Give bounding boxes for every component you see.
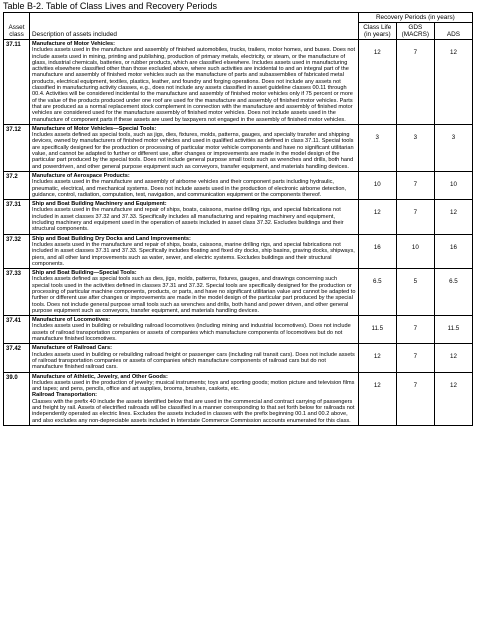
description-body: Includes assets used in the manufacture and repair of ships, boats, caissons, marine drilling rigs, and special fabrications not included in asset classes 37.32 and 37.33. Specifically includes all manufacturing and repairing machinery and equipment, including machinery and equipment used in the operation of assets included in asset class 37.32. Excludes buildings and their structural components. — [32, 207, 344, 233]
description-title: Manufacture of Motor Vehicles—Special Tools: — [32, 125, 157, 132]
class-lives-table — [3, 12, 473, 426]
description-body: Includes assets used in building or rebuilding railroad locomotives (including mining and industrial locomotives). Does not include assets of railroad transportation companies or assets of companies which manufacture components of locomotives but do not manufacture finished locomotives. — [32, 323, 351, 343]
asset-class-cell: 37.41 — [4, 316, 30, 344]
asset-class-cell: 37.32 — [4, 234, 30, 268]
description-body: Includes assets used in the manufacture and assembly of airborne vehicles and their component parts including hydraulic, pneumatic, electrical, and mechanical systems. Does not include assets used in the production of electronic airborne detection, guidance, control, radiation, computation, test, navigation, and communication equipment or the components thereof. — [32, 179, 347, 198]
description-title: Ship and Boat Building—Special Tools: — [32, 270, 137, 277]
ads-cell: 3 — [434, 124, 472, 171]
table-row — [4, 124, 473, 171]
class-life-cell: 12 — [358, 372, 396, 425]
class-life-cell: 11.5 — [358, 316, 396, 344]
asset-class-cell: 37.2 — [4, 171, 30, 199]
class-life-cell: 10 — [358, 171, 396, 199]
ads-cell: 12 — [434, 372, 472, 425]
class-life-cell: 12 — [358, 40, 396, 125]
gds-cell: 7 — [396, 316, 434, 344]
asset-class-cell: 37.11 — [4, 40, 30, 125]
description-title: Manufacture of Locomotives: — [32, 317, 111, 324]
ads-cell: 10 — [434, 171, 472, 199]
description-body: Includes assets defined as special tools, such as jigs, dies, fixtures, molds, patterns, gauges, and specialty transfer and shipping devices, owned by manufacturers of finished motor vehicles and used in qualified activities as defined in class 37.11. Special tools are specifically designed for the production or processing of particular motor vehicle components and have no significant utilitarian value, and cannot be adapted to further or different use, after changes or improvements are made in the model design of the particular part produced by the special tools. Does not include general purpose small tools such as wrenches and drills, both hand and powerdriven, and other general purpose equipment such as conveyors, transfer equipment, and materials handling devices. — [32, 132, 354, 170]
table-row — [4, 234, 473, 268]
description-title: Manufacture of Aerospace Products: — [32, 172, 130, 179]
table-title: Table B-2. Table of Class Lives and Recovery Periods — [3, 1, 217, 11]
description-cell — [30, 40, 359, 125]
description-cell — [30, 171, 359, 199]
description-cell — [30, 124, 359, 171]
table-row — [4, 269, 473, 316]
class-life-cell: 12 — [358, 200, 396, 234]
class-life-cell: 6.5 — [358, 269, 396, 316]
description-title: Ship and Boat Building Machinery and Equipment: — [32, 201, 167, 208]
description-title: Ship and Boat Building Dry Docks and Land Improvements: — [32, 235, 191, 242]
description-cell — [30, 200, 359, 234]
gds-cell: 7 — [396, 171, 434, 199]
table-row — [4, 40, 473, 125]
asset-class-cell: 37.31 — [4, 200, 30, 234]
description-cell — [30, 372, 359, 425]
gds-cell: 10 — [396, 234, 434, 268]
gds-cell: 7 — [396, 200, 434, 234]
description-body: Includes assets used in building or rebuilding railroad freight or passenger cars (including rail transit cars). Does not include assets of railroad transportation companies or assets of companies which manufacture components of railroad cars but do not manufacture finished railroad cars. — [32, 351, 355, 371]
description-cell — [30, 344, 359, 372]
gds-cell: 7 — [396, 372, 434, 425]
asset-class-cell: 37.33 — [4, 269, 30, 316]
header-ads: ADS — [434, 23, 472, 40]
class-life-cell: 3 — [358, 124, 396, 171]
asset-class-cell: 37.42 — [4, 344, 30, 372]
table-row — [4, 344, 473, 372]
asset-class-cell: 37.12 — [4, 124, 30, 171]
class-life-cell: 12 — [358, 344, 396, 372]
table-body — [4, 40, 473, 426]
ads-cell: 12 — [434, 344, 472, 372]
class-life-cell: 16 — [358, 234, 396, 268]
gds-cell: 3 — [396, 124, 434, 171]
gds-cell: 5 — [396, 269, 434, 316]
description-cell — [30, 269, 359, 316]
ads-cell: 6.5 — [434, 269, 472, 316]
description-cell — [30, 316, 359, 344]
asset-class-cell: 39.0 — [4, 372, 30, 425]
ads-cell: 16 — [434, 234, 472, 268]
description-subtitle: Railroad Transportation: — [32, 392, 98, 399]
table-row — [4, 171, 473, 199]
description-body: Includes assets used in the manufacture and assembly of finished automobiles, trucks, trailers, motor homes, and buses. Does not include assets used in mining, printing and publishing, production of primary metals, electricity, or steam, or the manufacture of glass, industrial chemicals, batteries, or rubber products, which are classified elsewhere. Includes assets used in manufacturing activities elsewhere classified other than those excluded above, where such activities are incidental to and an integral part of the manufacture and assembly of finished motor vehicles such as the manufacture of parts and subassemblies of fabricated metal products, electrical equipment, textiles, plastics, leather, and foundry and forging operations. Does not include any assets not classified in manufacturing activity classes, e.g., does not include any assets classified in asset guideline classes 00.11 through 00.4. Activities will be considered incidental to the manufacture and assembly of finished motor vehicles only if 75 percent or more of the value of the products produced under one roof are used for the manufacture and assembly of finished motor vehicles. Parts that are produced as a normal replacement stock complement in connection with the manufacture and assembly of finished motor vehicles are considered used for the manufacture assembly of finished motor vehicles. Does not include assets used in the manufacture of component parts if these assets are used by taxpayers not engaged in the assembly of finished motor vehicles. — [32, 47, 356, 123]
description-title: Manufacture of Railroad Cars: — [32, 345, 112, 352]
table-row — [4, 200, 473, 234]
description-body: Includes assets defined as special tools such as dies, jigs, molds, patterns, fixtures, gauges, and drawings concerning such special tools used in the activities defined in classes 37.31 and 37.32. Special tools are specifically designed for the production or processing of particular machine components, products, or parts, and have no significant utilitarian value and cannot be adapted to further or different use after changes or improvements are made in the model design of the particular part produced by the special tools. Does not include general purpose small tools such as wrenches and drills, both hand and power driven, and other general purpose equipment such as conveyors, transfer equipment, and materials handling devices. — [32, 276, 356, 314]
ads-cell: 12 — [434, 200, 472, 234]
description-body: Includes assets used in the manufacture and repair of ships, boats, caissons, marine drilling rigs, and special fabrications not included in asset classes 37.31 and 37.33. Specifically includes floating and fixed dry docks, ship basins, graving docks, shipways, piers, and all other land improvements such as water, sewer, and electric systems. Excludes buildings and their structural components. — [32, 241, 355, 267]
header-gds: GDS (MACRS) — [396, 23, 434, 40]
gds-cell: 7 — [396, 40, 434, 125]
gds-cell: 7 — [396, 344, 434, 372]
description-cell — [30, 234, 359, 268]
table-row — [4, 316, 473, 344]
header-class-life: Class Life (in years) — [358, 23, 396, 40]
ads-cell: 11.5 — [434, 316, 472, 344]
header-description: Description of assets included — [30, 13, 359, 40]
description-body: Includes assets used in the production of jewelry; musical instruments; toys and sporting goods; motion picture and television films and tapes; and pens, pencils, office and art supplies, brooms, brushes, caskets, etc. — [32, 379, 355, 393]
header-recovery-periods: Recovery Periods (in years) — [358, 13, 472, 23]
ads-cell: 12 — [434, 40, 472, 125]
description-title: Manufacture of Athletic, Jewelry, and Other Goods: — [32, 373, 168, 380]
header-asset-class: Asset class — [4, 13, 30, 40]
description-title: Manufacture of Motor Vehicles: — [32, 41, 116, 47]
table-row — [4, 372, 473, 425]
description-subbody: Classes with the prefix 40 include the assets identified below that are used in the commercial and contract carrying of passengers and freight by rail. Assets of electrified railroads will be classified in a manner corresponding to that set forth below for railroads not independently operated as electric lines. Excludes the assets included in classes with the prefix beginning 00.1 and 00.2 above, and also excludes any non-depreciable assets included in Interstate Commerce Commission accounts enumerated for this class. — [32, 398, 355, 424]
